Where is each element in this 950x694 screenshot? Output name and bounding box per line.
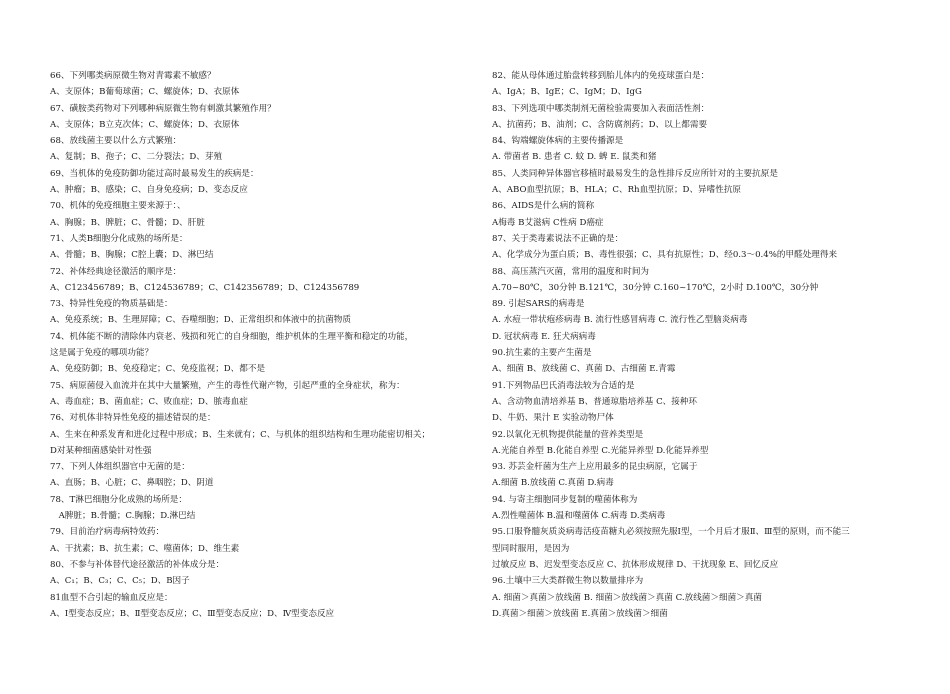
text-line: 95.口服脊髓灰质炎病毒活疫苗糖丸必须按照先服Ⅰ型，一个月后才服Ⅱ、Ⅲ型的原则，而不能三 (492, 527, 850, 538)
text-line: A、复制；B、孢子；C、二分裂法；D、芽殖 (50, 152, 223, 163)
text-line: D. 冠状病毒 E. 狂犬病病毒 (492, 331, 596, 342)
text-line: 89. 引起SARS的病毒是 (492, 299, 585, 310)
text-line: 67、磺胺类药物对下列哪种病原微生物有刺激其繁殖作用？ (50, 103, 276, 114)
text-line: A. 带菌者 B. 患者 C. 蚊 D. 蜱 E. 鼠类和猪 (492, 152, 657, 163)
text-line: A、C₁；B、C₃；C、C₅；D、B因子 (50, 576, 190, 587)
text-line: 86、AIDS是什么病的简称 (492, 201, 595, 212)
text-line: A、免疫系统；B、生理屏障；C、吞噬细胞；D、正常组织和体液中的抗菌物质 (50, 315, 351, 326)
text-line: A.70~80℃，30分钟 B.121℃，30分钟 C.160~170℃，2小时 D.100℃，30分钟 (492, 282, 819, 293)
text-line: 81血型不合引起的输血反应是： (50, 592, 173, 603)
text-line: A、毒血症；B、菌血症；C、败血症；D、脓毒血症 (50, 396, 248, 407)
text-line: A、肿瘤；B、感染；C、自身免疫病；D、变态反应 (50, 185, 248, 196)
text-line: 型同时服用，是因为 (492, 543, 570, 554)
text-line: A、直肠；B、心脏；C、鼻咽腔；D、阴道 (50, 478, 214, 489)
text-line: A、Ⅰ型变态反应；B、Ⅱ型变态反应；C、Ⅲ型变态反应；D、Ⅳ型变态反应 (50, 608, 335, 619)
text-line: 70、机体的免疫细胞主要来源于：、 (50, 201, 186, 212)
text-line: 87、关于类毒素说法不正确的是： (492, 233, 624, 244)
text-line: D、牛奶、果汁 E 实验动物尸体 (492, 413, 614, 424)
text-line: 80、不参与补体替代途径激活的补体成分是： (50, 559, 225, 570)
text-line: A.细菌 B.放线菌 C.真菌 D.病毒 (492, 478, 614, 489)
text-line: A、含动物血清培养基 B、普通琼脂培养基 C、接种环 (492, 396, 698, 407)
text-line: D对某种细菌感染针对性强 (50, 445, 152, 456)
text-line: 这是属于免疫的哪项功能？ (50, 348, 154, 359)
text-line: 71、人类B细胞分化成熟的场所是： (50, 233, 188, 244)
text-line: A脾脏；B.骨髓；C.胸腺；D.淋巴结 (50, 511, 196, 522)
text-line: A、抗菌药；B、油剂；C、含防腐剂药；D、以上都需要 (492, 119, 708, 130)
text-line: A、ABO血型抗原；B、HLA；C、Rh血型抗原；D、异嗜性抗原 (492, 185, 742, 196)
text-line: 66、下列哪类病原微生物对青霉素不敏感？ (50, 71, 216, 81)
text-line: 90.抗生素的主要产生菌是 (492, 348, 592, 359)
text-line: 91.下列物品巴氏消毒法较为合适的是 (492, 380, 635, 391)
text-line: A. 细菌＞真菌＞放线菌 B. 细菌＞放线菌＞真菌 C.放线菌＞细菌＞真菌 (492, 592, 762, 603)
text-line: 93. 苏芸金杆菌为生产上应用最多的昆虫病原，它属于 (492, 462, 698, 473)
text-line: 85、人类同种异体器官移植时最易发生的急性排斥反应所针对的主要抗原是 (492, 168, 778, 179)
text-line: 92.以氧化无机物提供能量的营养类型是 (492, 429, 644, 440)
text-line: 79、目前治疗病毒病特效药： (50, 527, 165, 538)
text-line: 82、能从母体通过胎盘转移到胎儿体内的免疫球蛋白是： (492, 71, 710, 81)
text-line: 73、特异性免疫的物质基础是： (50, 299, 173, 310)
text-line: A、IgA；B、IgE；C、IgM；D、IgG (492, 87, 642, 98)
text-line: 96.土壤中三大类群微生物以数量排序为 (492, 576, 644, 587)
text-line: 78、T淋巴细胞分化成熟的场所是： (50, 494, 187, 505)
text-line: 76、对机体非特异性免疫的描述错误的是： (50, 413, 216, 424)
text-line: A、干扰素；B、抗生素；C、噬菌体；D、维生素 (50, 543, 240, 554)
text-line: A.光能自养型 B.化能自养型 C.光能异养型 D.化能异养型 (492, 445, 709, 456)
text-line: 88、高压蒸汽灭菌，常用的温度和时间为 (492, 266, 650, 277)
text-line: A、C123456789；B、C124536789；C、C142356789；D、C124356789 (50, 282, 360, 293)
text-line: 72、补体经典途径激活的顺序是： (50, 266, 182, 277)
text-line: 75、病原菌侵入血流并在其中大量繁殖，产生的毒性代谢产物，引起严重的全身症状，称为： (50, 380, 405, 391)
text-line: 83、下列选项中哪类制剂无菌检验需要加入表面活性剂： (492, 103, 710, 114)
text-line: A梅毒 B艾滋病 C性病 D癌症 (492, 217, 604, 228)
text-line: 过敏反应 B、迟发型变态反应 C、抗体形成规律 D、干扰现象 E、回忆反应 (492, 559, 779, 570)
text-line: A、骨髓；B、胸腺；C腔上囊；D、淋巴结 (50, 250, 214, 261)
text-line: 94. 与寄主细胞同步复制的噬菌体称为 (492, 494, 638, 505)
text-line: 77、下列人体组织器官中无菌的是： (50, 462, 190, 473)
text-line: A.烈性噬菌体 B.温和噬菌体 C.病毒 D.类病毒 (492, 511, 666, 522)
text-line: 69、当机体的免疫防御功能过高时最易发生的疾病是： (50, 168, 259, 179)
text-line: A、化学成分为蛋白质；B、毒性很强；C、具有抗原性；D、经0.3～0.4%的甲醛处理得来 (492, 250, 838, 261)
text-line: A、生来在种系发育和进化过程中形成；B、生来就有；C、与机体的组织结构和生理功能密切相关； (50, 429, 431, 440)
text-line: A、细菌 B、放线菌 C、真菌 D、古细菌 E.青霉 (492, 364, 676, 375)
text-line: A、免疫防御；B、免疫稳定；C、免疫监视；D、都不是 (50, 364, 266, 375)
text-line: A、支原体；B立克次体；C、螺旋体；D、衣原体 (50, 119, 240, 130)
left-column (50, 68, 470, 622)
text-line: A、胸腺；B、脾脏；C、骨髓；D、肝脏 (50, 217, 205, 228)
text-line: D.真菌＞细菌＞放线菌 E.真菌＞放线菌＞细菌 (492, 608, 668, 619)
text-line: 84、钩端螺旋体病的主要传播源是 (492, 136, 624, 147)
text-line: 74、机体能不断的清除体内衰老、残损和死亡的自身细胞，维护机体的生理平衡和稳定的功能， (50, 331, 414, 342)
right-column (492, 68, 937, 622)
text-line: A、支原体；B葡萄球菌；C、螺旋体；D、衣原体 (50, 87, 240, 98)
text-line: 68、放线菌主要以什么方式繁殖： (50, 136, 182, 147)
text-line: A. 水痘一带状疱疹病毒 B. 流行性感冒病毒 C. 流行性乙型脑炎病毒 (492, 315, 748, 326)
